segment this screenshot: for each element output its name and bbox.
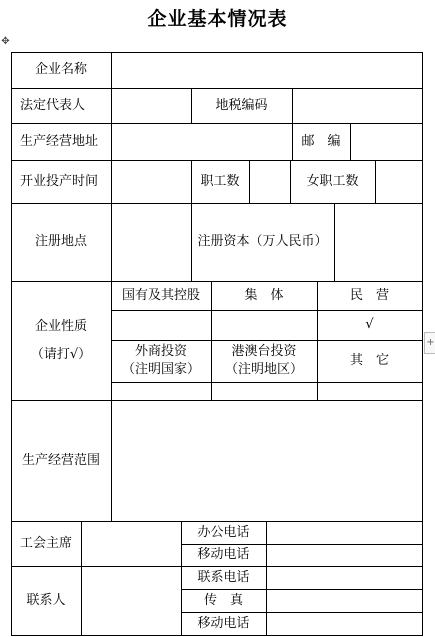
label-other: 其 它: [349, 353, 389, 368]
office-phone-field[interactable]: [267, 522, 422, 544]
label-start-time: 开业投产时间: [20, 173, 99, 189]
label-state-owned: 国有及其控股: [121, 287, 200, 303]
tax-code-field[interactable]: [293, 89, 422, 123]
label-office-phone: 办公电话: [197, 524, 250, 540]
label-legal-rep: 法定代表人: [20, 97, 86, 113]
female-employees-field[interactable]: [376, 161, 422, 203]
contact-person-field[interactable]: [82, 567, 181, 635]
label-postcode: 邮 编: [301, 133, 341, 149]
label-company-name: 企业名称: [34, 62, 87, 77]
address-field[interactable]: [112, 124, 292, 160]
page-title: 企业基本情况表: [147, 8, 288, 30]
label-mobile-phone: 移动电话: [197, 547, 250, 562]
employees-field[interactable]: [250, 161, 290, 203]
state-owned-checkbox[interactable]: [112, 311, 211, 340]
mobile-phone-field[interactable]: [267, 545, 422, 566]
fax-field[interactable]: [267, 590, 422, 612]
label-union-chair: 工会主席: [20, 535, 73, 551]
other-checkbox[interactable]: [318, 383, 422, 400]
contact-mobile-field[interactable]: [267, 613, 422, 635]
label-contact-person: 联系人: [26, 592, 66, 608]
hkmt-label-line1: 港澳台投资: [231, 344, 297, 359]
hkmt-checkbox[interactable]: [212, 383, 317, 400]
private-checkbox[interactable]: √: [365, 317, 374, 332]
collective-checkbox[interactable]: [212, 311, 317, 340]
reg-place-field[interactable]: [112, 204, 191, 281]
side-expand-button[interactable]: +: [424, 332, 435, 354]
foreign-label-line2: （注明国家）: [121, 362, 200, 377]
label-business-scope: 生产经营范围: [21, 452, 100, 468]
table-move-handle-icon[interactable]: ✥: [1, 36, 10, 47]
legal-rep-field[interactable]: [112, 89, 191, 123]
contact-phone-field[interactable]: [267, 567, 422, 589]
reg-capital-field[interactable]: [335, 204, 422, 281]
label-enterprise-nature: [11, 281, 111, 400]
label-hkmt-investment: [211, 340, 317, 382]
company-name-field[interactable]: [112, 53, 422, 88]
postcode-field[interactable]: [351, 124, 422, 160]
nature-label-line1: 企业性质: [34, 318, 87, 334]
label-foreign-investment: [111, 340, 211, 382]
label-tax-code: 地税编码: [215, 97, 268, 113]
label-reg-capital: 注册资本（万人民币）: [197, 234, 328, 249]
nature-label-line2: （请打√）: [30, 346, 92, 362]
hkmt-label-line2: （注明地区）: [224, 362, 303, 377]
label-collective: 集 体: [244, 287, 284, 303]
label-contact-phone: 联系电话: [197, 569, 250, 585]
label-female-employees: 女职工数: [306, 173, 359, 189]
label-private: 民 营: [349, 287, 389, 303]
business-scope-field[interactable]: [112, 401, 422, 521]
start-time-field[interactable]: [112, 161, 191, 203]
label-contact-mobile: 移动电话: [197, 615, 250, 631]
label-reg-place: 注册地点: [34, 234, 87, 249]
foreign-label-line1: 外商投资: [134, 344, 187, 359]
union-chair-field[interactable]: [82, 522, 181, 566]
label-employees: 职工数: [200, 173, 240, 189]
label-address: 生产经营地址: [20, 133, 99, 149]
foreign-checkbox[interactable]: [112, 383, 211, 400]
label-fax: 传 真: [203, 592, 243, 608]
